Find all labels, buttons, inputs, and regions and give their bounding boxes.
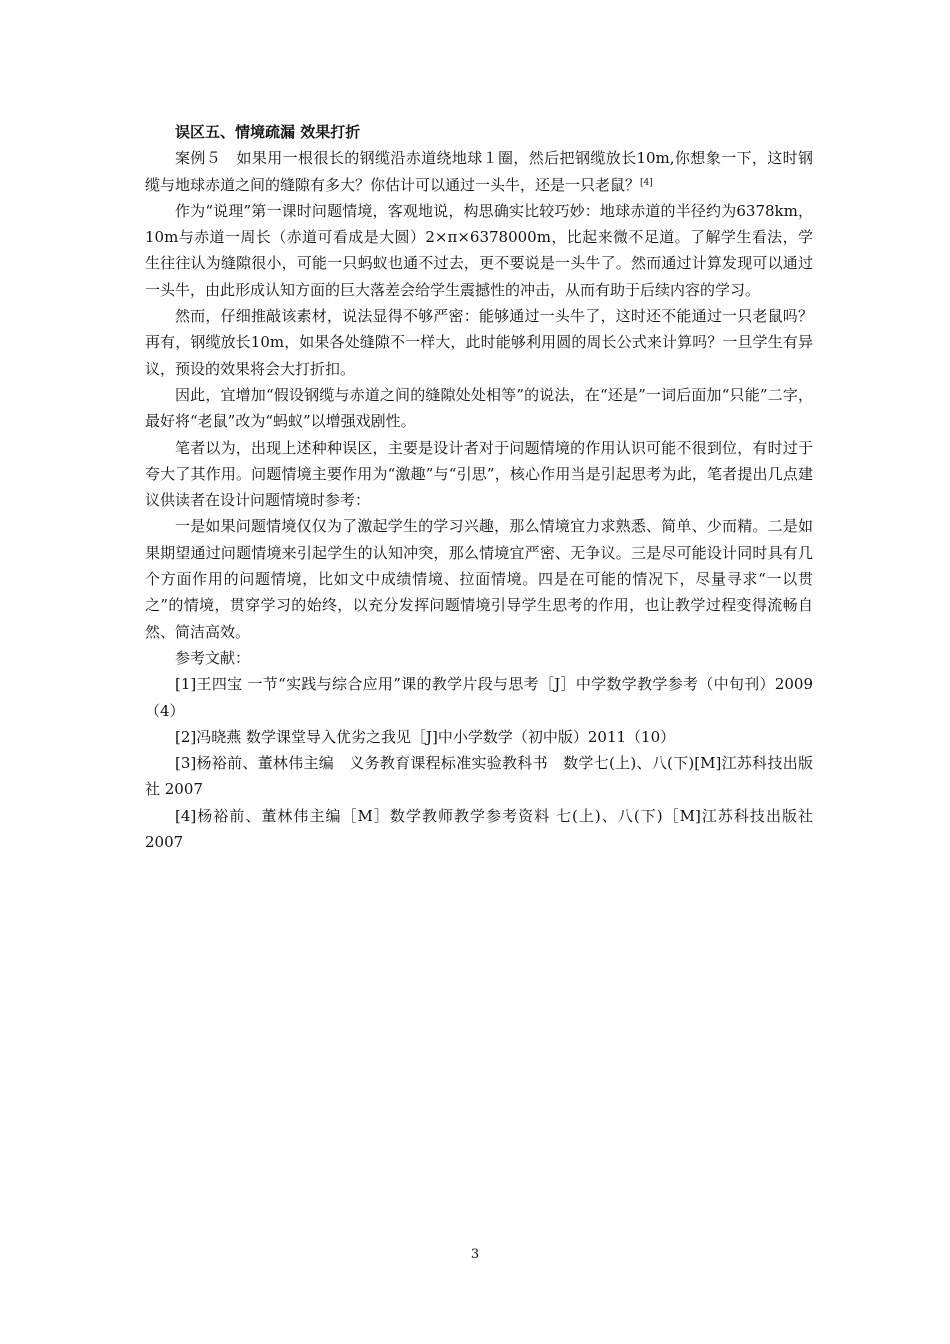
references-title: 参考文献： <box>175 648 251 667</box>
body-paragraph: 作为“说理”第一课时问题情境，客观地说，构思确实比较巧妙：地球赤道的半径约为6378km，10m与赤道一周长（赤道可看成是大圆）2×π×6378000m，比起来微不足道。了解学生看法，学生往往认为缝隙很小，可能一只蚂蚁也通不过去，更不要说是一头牛了。然而通过计算发现可以通过一头牛，由此形成认知方面的巨大落差会给学生震撼性的冲击，从而有助于后续内容的学习。 <box>145 201 813 299</box>
document-body <box>145 119 813 855</box>
citation-marker: [4] <box>640 177 653 188</box>
body-paragraph: 笔者以为，出现上述种种误区，主要是设计者对于问题情境的作用认识可能不很到位，有时过于夸大了其作用。问题情境主要作用为“激趣”与“引思”，核心作用当是引起思考为此，笔者提出几点建议供读者在设计问题情境时参考： <box>145 438 813 510</box>
body-paragraph: 因此，宜增加“假设钢缆与赤道之间的缝隙处处相等”的说法，在“还是”一词后面加“只能”二字，最好将“老鼠”改为“蚂蚁”以增强戏剧性。 <box>145 385 813 431</box>
body-paragraph: 一是如果问题情境仅仅为了激起学生的学习兴趣，那么情境宜力求熟悉、简单、少而精。二是如果期望通过问题情境来引起学生的认知冲突，那么情境宜严密、无争议。三是尽可能设计同时具有几个方面作用的问题情境，比如文中成绩情境、拉面情境。四是在可能的情况下，尽量寻求“一以贯之”的情境，贯穿学习的始终，以充分发挥问题情境引导学生思考的作用，也让教学过程变得流畅自然、简洁高效。 <box>145 517 813 641</box>
section-heading: 误区五、情境疏漏 效果打折 <box>175 123 361 141</box>
case-5-paragraph <box>145 145 813 198</box>
case-5-text: 案例５ 如果用一根很长的钢缆沿赤道绕地球１圈，然后把钢缆放长10m,你想象一下，这时钢缆与地球赤道之间的缝隙有多大？你估计可以通过一头牛，还是一只老鼠？ <box>145 149 813 194</box>
reference-item: [2]冯晓燕 数学课堂导入优劣之我见［J]中小学数学（初中版）2011（10） <box>175 727 676 746</box>
body-paragraph: 然而，仔细推敲该素材，说法显得不够严密：能够通过一头牛了，这时还不能通过一只老鼠吗？再有，钢缆放长10m，如果各处缝隙不一样大，此时能够利用圆的周长公式来计算吗？一旦学生有异议，预设的效果将会大打折扣。 <box>145 307 813 378</box>
reference-item: [4]杨裕前、董林伟主编［M］数学教师教学参考资料 七(上)、八(下)［M]江苏科技出版社 2007 <box>145 806 813 852</box>
page-number: 3 <box>470 1247 480 1262</box>
reference-item: [1]王四宝 一节“实践与综合应用”课的教学片段与思考［J］中学数学教学参考（中旬刊）2009（4） <box>145 675 813 720</box>
reference-item: [3]杨裕前、董林伟主编 义务教育课程标准实验教科书 数学七(上)、八(下)[M]江苏科技出版社 2007 <box>145 754 813 799</box>
